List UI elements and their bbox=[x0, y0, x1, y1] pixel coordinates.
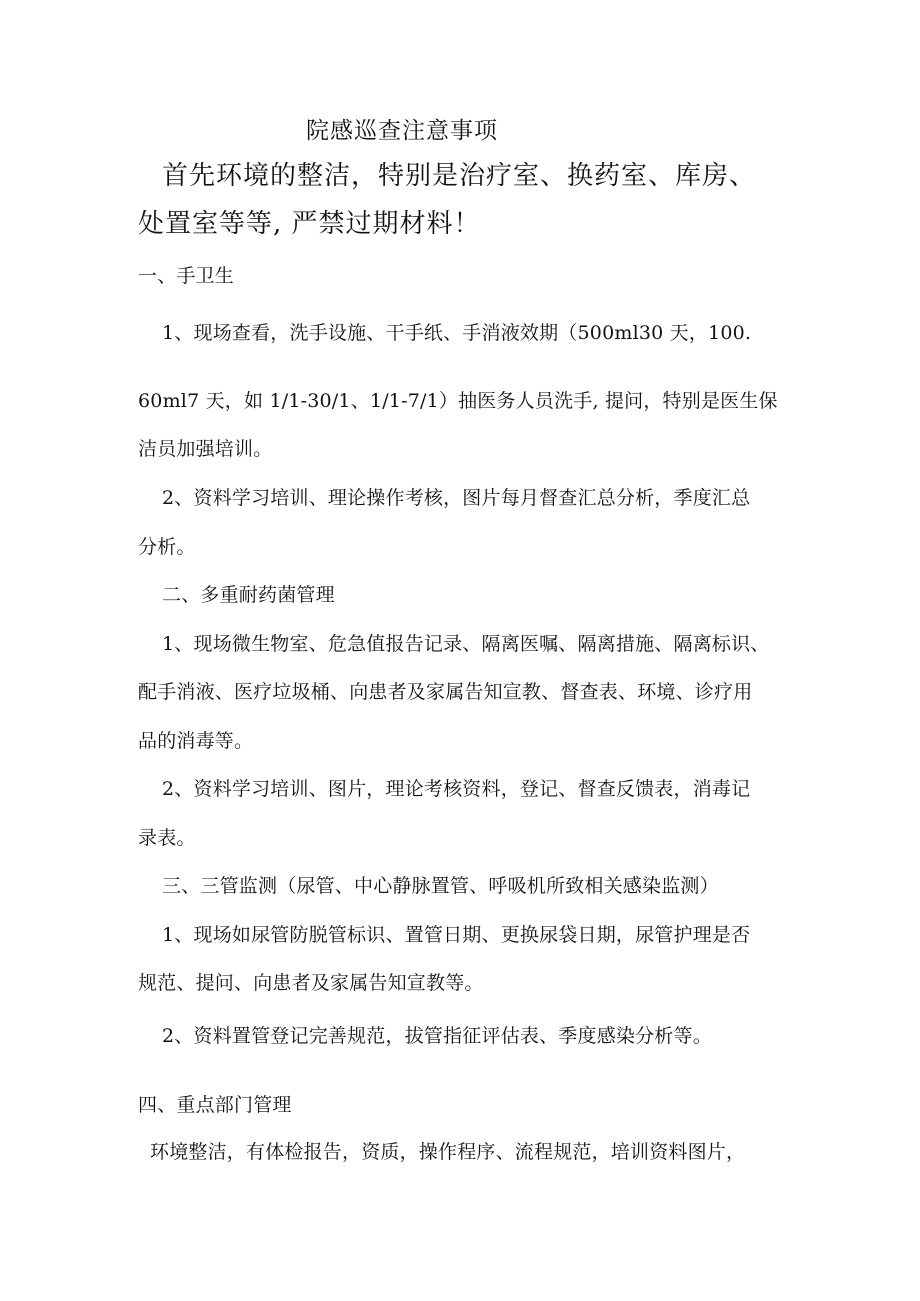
section-1-item-1-line-1: 1、现场查看，洗手设施、干手纸、手消液效期（500ml30 天，100. bbox=[162, 322, 752, 344]
section-1-item-1-line-3: 洁员加强培训。 bbox=[138, 438, 273, 460]
document-title: 院感巡查注意事项 bbox=[306, 118, 498, 144]
section-3-heading: 三、三管监测（尿管、中心静脉置管、呼吸机所致相关感染监测） bbox=[162, 875, 719, 897]
section-2-item-2-line-2: 录表。 bbox=[138, 827, 196, 849]
intro-line-2: 处置室等等, 严禁过期材料！ bbox=[138, 209, 481, 239]
section-2-item-1-line-2: 配手消液、医疗垃圾桶、向患者及家属告知宣教、督查表、环境、诊疗用 bbox=[138, 681, 753, 703]
section-4-item-1-line-1: 环境整洁，有体检报告，资质，操作程序、流程规范，培训资料图片， bbox=[150, 1141, 746, 1163]
section-3-item-1-line-1: 1、现场如尿管防脱管标识、置管日期、更换尿袋日期，尿管护理是否 bbox=[162, 924, 751, 946]
intro-line-1: 首先环境的整洁，特别是治疗室、换药室、库房、 bbox=[162, 161, 757, 191]
section-3-item-2-line-1: 2、资料置管登记完善规范，拔管指征评估表、季度感染分析等。 bbox=[162, 1025, 712, 1047]
section-2-heading: 二、多重耐药菌管理 bbox=[162, 584, 335, 606]
section-2-item-2-line-1: 2、资料学习培训、图片，理论考核资料，登记、督查反馈表，消毒记 bbox=[162, 778, 751, 800]
section-2-item-1-line-1: 1、现场微生物室、危急值报告记录、隔离医嘱、隔离措施、隔离标识、 bbox=[162, 633, 770, 655]
section-4-heading: 四、重点部门管理 bbox=[138, 1094, 292, 1116]
section-1-item-1-line-2: 60ml7 天，如 1/1-30/1、1/1-7/1）抽医务人员洗手, 提问，特别是医生保 bbox=[138, 390, 778, 412]
section-2-item-1-line-3: 品的消毒等。 bbox=[138, 730, 254, 752]
section-1-item-2-line-2: 分析。 bbox=[138, 536, 196, 558]
section-1-item-2-line-1: 2、资料学习培训、理论操作考核，图片每月督查汇总分析，季度汇总 bbox=[162, 487, 751, 509]
section-1-heading: 一、手卫生 bbox=[138, 265, 235, 287]
section-3-item-1-line-2: 规范、提问、向患者及家属告知宣教等。 bbox=[138, 972, 484, 994]
